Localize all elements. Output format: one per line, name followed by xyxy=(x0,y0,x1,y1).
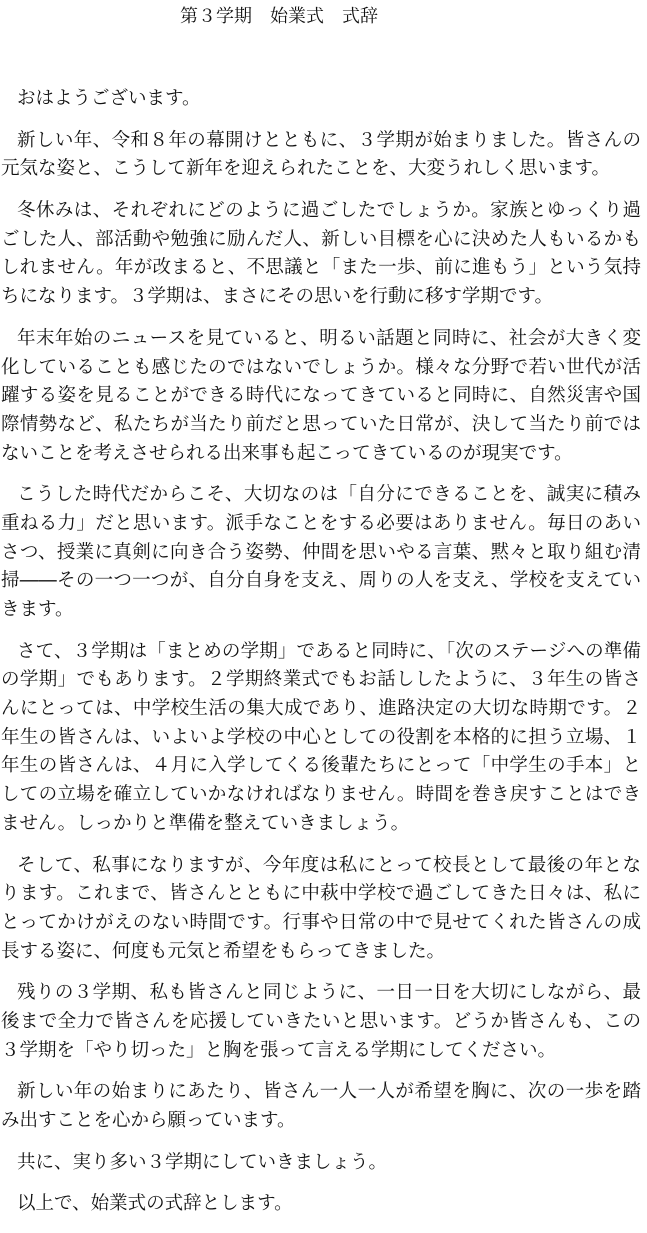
paragraph-line: 躍する姿を見ることができる時代になってきていると同時に、自然災害や国 xyxy=(1,385,641,407)
paragraph-line: 冬休みは、それぞれにどのように過ごしたでしょうか。家族とゆっくり過 xyxy=(17,200,641,222)
paragraph-line: 残りの３学期、私も皆さんと同じように、一日一日を大切にしながら、最 xyxy=(17,982,641,1004)
paragraph-line: ないことを考えさせられる出来事も起こってきているのが現実です。 xyxy=(1,442,573,464)
paragraph-line: んにとっては、中学校生活の集大成であり、進路決定の大切な時期です。２ xyxy=(1,698,641,720)
paragraph-line: の学期」でもあります。２学期終業式でもお話ししたように、３年生の皆さ xyxy=(1,669,641,691)
paragraph-line: おはようございます。 xyxy=(17,88,201,109)
paragraph xyxy=(1,127,641,184)
paragraph xyxy=(1,979,641,1065)
paragraph xyxy=(1,1078,641,1135)
paragraph-line: 重ねる力」だと思います。派手なことをする必要はありません。毎日のあい xyxy=(1,512,641,534)
paragraph-line: 新しい年の始まりにあたり、皆さん一人一人が希望を胸に、次の一歩を踏 xyxy=(17,1081,641,1103)
paragraph-line: 掃――その一つ一つが、自分自身を支え、周りの人を支え、学校を支えてい xyxy=(1,570,641,592)
paragraph-line: しれません。年が改まると、不思議と「また一歩、前に進もう」という気持 xyxy=(1,257,641,279)
paragraph-line: しての立場を確立していかなければなりません。時間を巻き戻すことはでき xyxy=(1,784,641,806)
paragraph-line: 化していることも感じたのではないでしょうか。様々な分野で若い世代が活 xyxy=(1,356,641,378)
paragraph-line: 以上で、始業式の式辞とします。 xyxy=(17,1193,293,1215)
paragraph-line: ３学期を「やり切った」と胸を張って言える学期にしてください。 xyxy=(1,1039,557,1061)
paragraph-line: さつ、授業に真剣に向き合う姿勢、仲間を思いやる言葉、黙々と取り組む清 xyxy=(1,541,641,563)
paragraph xyxy=(1,197,641,312)
paragraph xyxy=(1,852,641,967)
paragraph-line: とってかけがえのない時間です。行事や日常の中で見せてくれた皆さんの成 xyxy=(1,911,641,933)
paragraph xyxy=(1,325,641,468)
paragraph-line: 長する姿に、何度も元気と希望をもらってきました。 xyxy=(1,940,446,962)
document-body xyxy=(1,85,641,1232)
paragraph xyxy=(1,1149,641,1178)
paragraph-line: ません。しっかりと準備を整えていきましょう。 xyxy=(1,812,410,834)
paragraph-line: ちになります。３学期は、まさにその思いを行動に移す学期です。 xyxy=(1,286,554,308)
document-title: 第３学期 始業式 式辞 xyxy=(180,6,378,27)
paragraph-line: 年生の皆さんは、いよいよ学校の中心としての役割を本格的に担う立場、１ xyxy=(1,726,641,748)
paragraph xyxy=(1,481,641,624)
paragraph-line: み出すことを心から願っています。 xyxy=(1,1110,296,1131)
paragraph-line: 元気な姿と、こうして新年を迎えられたことを、大変うれしく思います。 xyxy=(1,158,611,180)
paragraph-line: 際情勢など、私たちが当たり前だと思っていた日常が、決して当たり前では xyxy=(1,413,641,435)
paragraph-line: さて、３学期は「まとめの学期」であると同時に、「次のステージへの準備 xyxy=(17,640,641,662)
paragraph xyxy=(1,1190,641,1219)
paragraph-line: 新しい年、令和８年の幕開けとともに、３学期が始まりました。皆さんの xyxy=(17,129,641,151)
paragraph-line: ります。これまで、皆さんとともに中萩中学校で過ごしてきた日々は、私に xyxy=(1,883,641,905)
paragraph xyxy=(1,638,641,839)
paragraph-line: ごした人、部活動や勉強に励んだ人、新しい目標を心に決めた人もいるかも xyxy=(1,228,641,250)
paragraph-line: 共に、実り多い３学期にしていきましょう。 xyxy=(17,1151,388,1173)
paragraph-line: こうした時代だからこそ、大切なのは「自分にできることを、誠実に積み xyxy=(17,484,641,506)
paragraph-line: きます。 xyxy=(1,599,74,620)
paragraph-line: そして、私事になりますが、今年度は私にとって校長として最後の年とな xyxy=(17,854,641,876)
paragraph-line: 後まで全力で皆さんを応援していきたいと思います。どうか皆さんも、この xyxy=(1,1010,641,1032)
paragraph-line: 年生の皆さんは、４月に入学してくる後輩たちにとって「中学生の手本」と xyxy=(1,755,641,777)
paragraph-line: 年末年始のニュースを見ていると、明るい話題と同時に、社会が大きく変 xyxy=(17,327,641,349)
paragraph xyxy=(1,85,641,114)
